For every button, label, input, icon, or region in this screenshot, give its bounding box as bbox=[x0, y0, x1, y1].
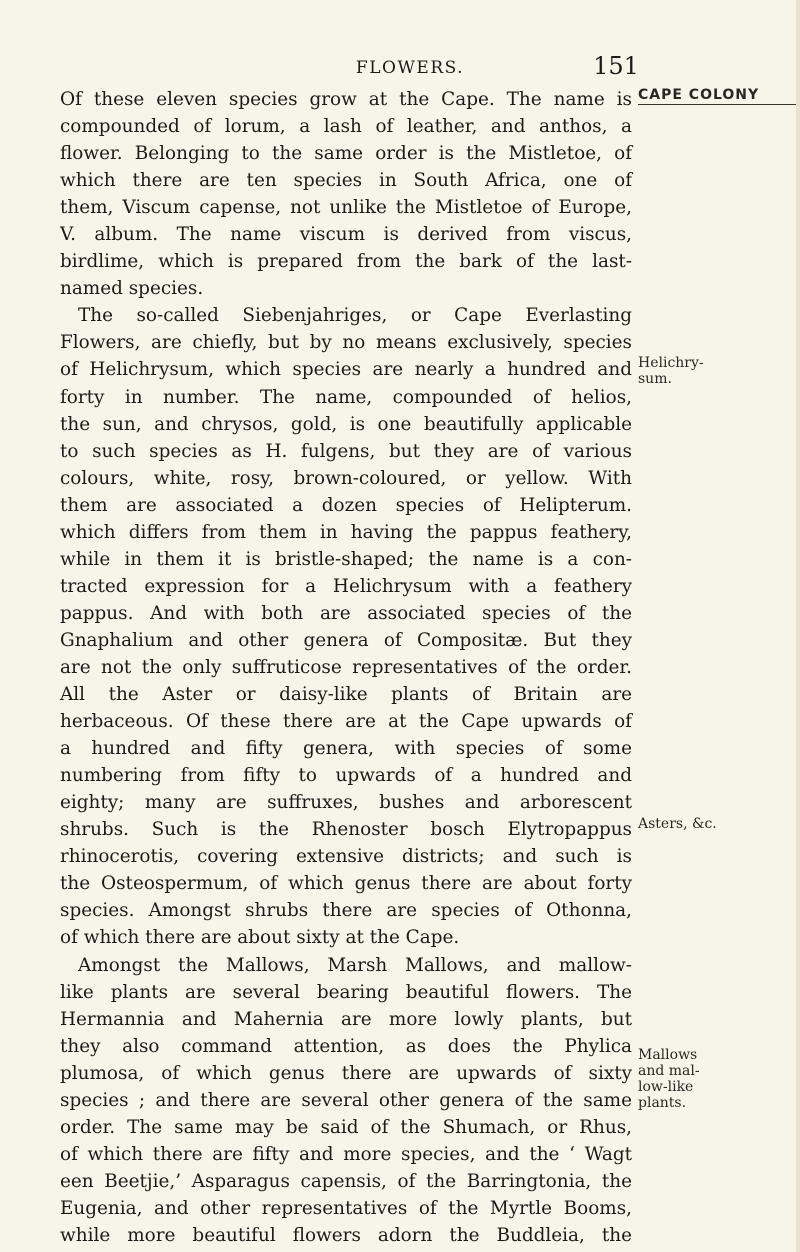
text-line: of which there are fifty and more species, and the ‘ Wagt bbox=[60, 1143, 632, 1165]
text-line: are not the only suffruticose representatives of the order. bbox=[60, 656, 632, 678]
text-line: like plants are several bearing beautiful flowers. The bbox=[60, 981, 632, 1003]
text-line: Gnaphalium and other genera of Compositæ. But they bbox=[60, 629, 632, 651]
text-line: Flowers, are chiefly, but by no means exclusively, species bbox=[60, 332, 632, 354]
margin-note-cape-colony: CAPE COLONY bbox=[638, 87, 760, 103]
text-line: while in them it is bristle-shaped; the name is a con- bbox=[60, 548, 632, 570]
text-line: the Osteospermum, of which genus there are about forty bbox=[60, 873, 632, 895]
text-line: they also command attention, as does the Phylica bbox=[60, 1035, 632, 1057]
text-line: Amongst the Mallows, Marsh Mallows, and mallow- bbox=[78, 954, 632, 976]
text-line: The so-called Siebenjahriges, or Cape Everlasting bbox=[78, 305, 632, 327]
page-edge bbox=[796, 0, 800, 1252]
text-line: species. Amongst shrubs there are species of Othonna, bbox=[60, 900, 632, 922]
margin-note-asters: Asters, &c. bbox=[638, 816, 717, 832]
margin-note-helichrysum-line2: sum. bbox=[638, 371, 672, 387]
text-line: them are associated a dozen species of Helipterum. bbox=[60, 494, 632, 516]
text-line: numbering from fifty to upwards of a hundred and bbox=[60, 765, 632, 787]
text-line: while more beautiful flowers adorn the Buddleia, the bbox=[60, 1224, 632, 1246]
paragraph-mallows bbox=[60, 952, 632, 1250]
text-line: een Beetjie,’ Asparagus capensis, of the Barringtonia, the bbox=[60, 1170, 632, 1192]
text-line: of Helichrysum, which species are nearly a hundred and bbox=[60, 359, 632, 381]
text-line: of which there are about sixty at the Cape. bbox=[60, 927, 460, 949]
text-line: plumosa, of which genus there are upwards of sixty bbox=[60, 1062, 632, 1084]
text-line: to such species as H. fulgens, but they are of various bbox=[60, 440, 632, 462]
text-line: the sun, and chrysos, gold, is one beautifully applicable bbox=[60, 413, 632, 435]
margin-note-underline bbox=[638, 104, 798, 105]
text-line: shrubs. Such is the Rhenoster bosch Elytropappus bbox=[60, 819, 632, 841]
text-line: species ; and there are several other genera of the same bbox=[60, 1089, 632, 1111]
text-line: All the Aster or daisy-like plants of Britain are bbox=[60, 684, 632, 706]
margin-note-helichrysum-line1: Helichry- bbox=[638, 355, 704, 371]
text-line: Of these eleven species grow at the Cape. The name is bbox=[60, 89, 632, 110]
text-line: pappus. And with both are associated species of the bbox=[60, 602, 632, 624]
text-line: V. album. The name viscum is derived from viscus, bbox=[60, 224, 632, 246]
margin-note-mallows-line3: low-like bbox=[638, 1079, 694, 1095]
page-number: 151 bbox=[593, 52, 639, 80]
text-line: order. The same may be said of the Shumach, or Rhus, bbox=[60, 1116, 632, 1138]
margin-note-mallows-line1: Mallows bbox=[638, 1047, 698, 1063]
running-head-title: FLOWERS. bbox=[355, 58, 465, 78]
paragraph-everlasting-flowers bbox=[60, 302, 632, 951]
text-line: tracted expression for a Helichrysum with a feathery bbox=[60, 575, 632, 597]
text-line: herbaceous. Of these there are at the Cape upwards of bbox=[60, 711, 632, 733]
text-line: forty in number. The name, compounded of helios, bbox=[60, 386, 632, 408]
running-head bbox=[0, 52, 800, 82]
text-line: Hermannia and Mahernia are more lowly plants, but bbox=[60, 1008, 632, 1030]
text-line: Eugenia, and other representatives of the Myrtle Booms, bbox=[60, 1197, 632, 1219]
margin-note-mallows-line2: and mal- bbox=[638, 1063, 700, 1079]
text-line: named species. bbox=[60, 278, 204, 300]
text-line: a hundred and fifty genera, with species of some bbox=[60, 738, 632, 760]
text-line: colours, white, rosy, brown-coloured, or yellow. With bbox=[60, 467, 632, 489]
paragraph-cape-flora bbox=[60, 86, 632, 302]
margin-note-mallows-line4: plants. bbox=[638, 1095, 687, 1111]
text-line: compounded of lorum, a lash of leather, and anthos, a bbox=[60, 116, 632, 138]
text-line: birdlime, which is prepared from the bark of the last- bbox=[60, 251, 632, 273]
text-line: them, Viscum capense, not unlike the Mistletoe of Europe, bbox=[60, 197, 632, 219]
text-line: which differs from them in having the pappus feathery, bbox=[60, 521, 632, 543]
body-text bbox=[60, 86, 632, 1249]
text-line: which there are ten species in South Africa, one of bbox=[60, 170, 632, 192]
text-line: flower. Belonging to the same order is the Mistletoe, of bbox=[60, 143, 632, 165]
text-line: eighty; many are suffruxes, bushes and arborescent bbox=[60, 792, 632, 814]
text-line: rhinocerotis, covering extensive districts; and such is bbox=[60, 846, 632, 868]
